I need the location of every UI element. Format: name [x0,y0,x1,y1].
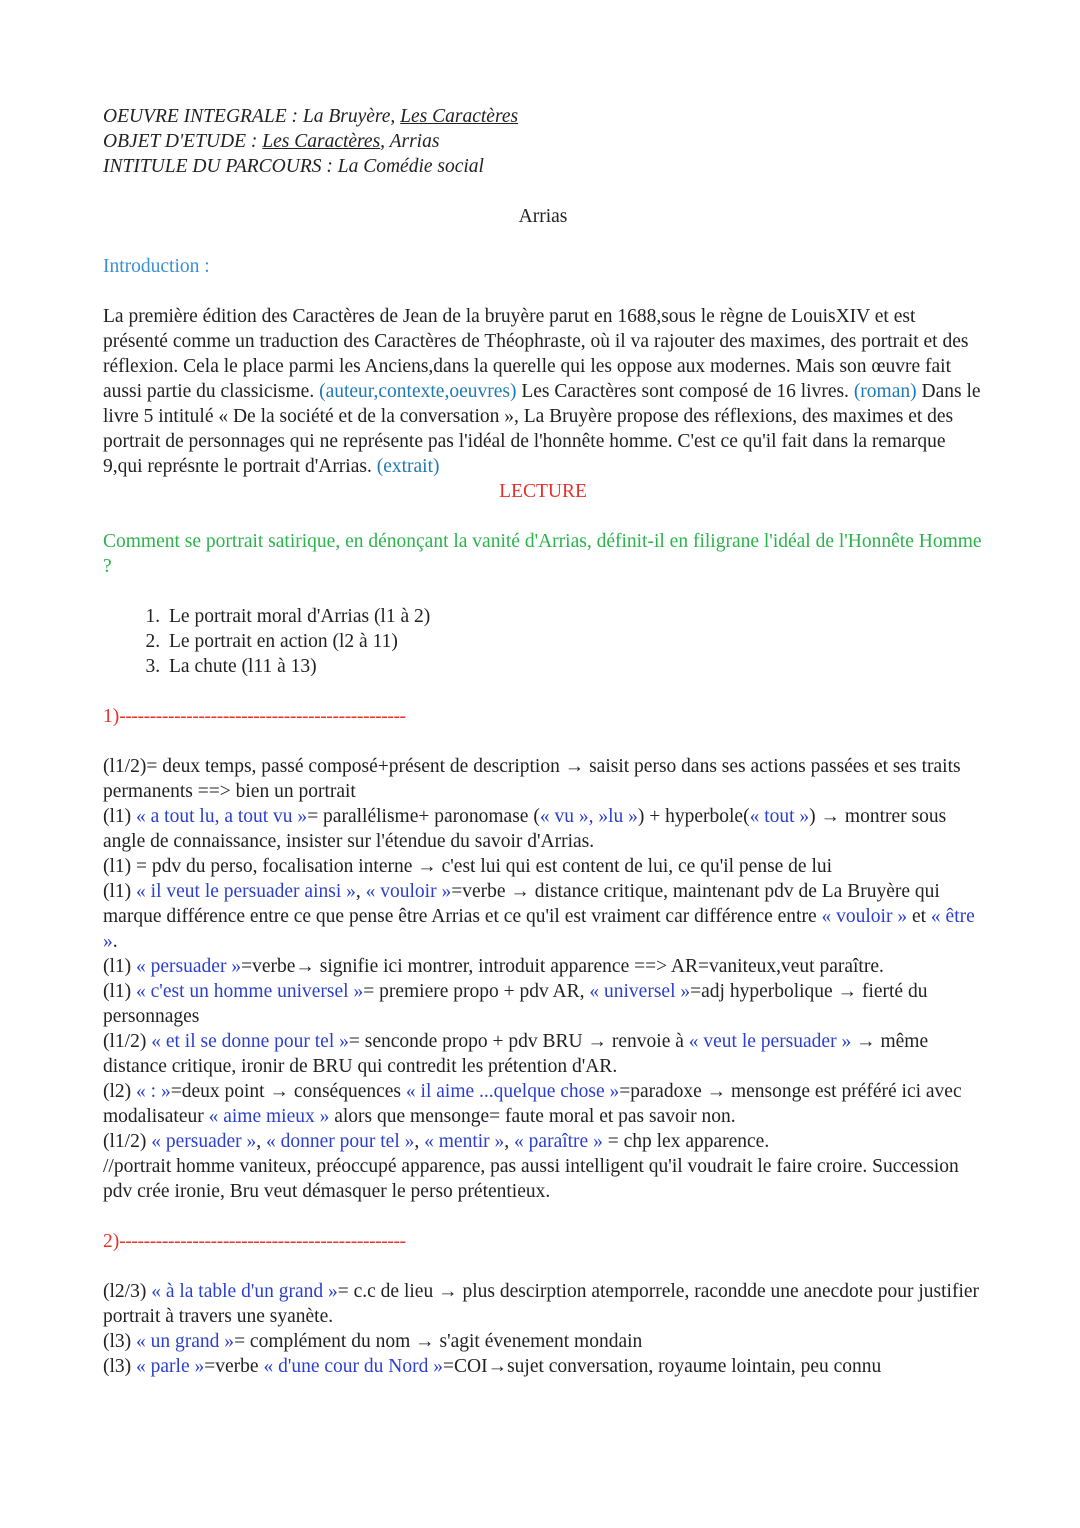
plan-list [103,604,983,679]
analysis-line: (l2/3) « à la table d'un grand »= c.c de lieu → plus descirption atemporrele, racondde une anecdote pour justifier portrait à travers une syanète. [103,1281,980,1327]
analysis-line: (l3) « un grand »= complément du nom → s'agit évenement mondain [103,1331,643,1352]
analysis-line: (l1/2) « persuader », « donner pour tel », « mentir », « paraître » = chp lex apparence. [103,1131,770,1152]
lecture-heading: LECTURE [499,481,587,502]
analysis-line: (l2) « : »=deux point → conséquences « il aime ...quelque chose »=paradoxe → mensonge est préféré ici avec modalisateur « aime mieux » alors que mensonge= faute moral et pas savoir non. [103,1081,962,1127]
intro-paragraph: La première édition des Caractères de Jean de la bruyère parut en 1688,sous le règne de LouisXIV et est présenté comme un traduction des Caractères de Théophraste, où il va rajouter des maximes, des portrait et des réflexion. Cela le place parmi les Anciens,dans la querelle qui les oppose aux modernes. Mais son œuvre fait aussi partie du classicisme. (auteur,contexte,oeuvres) Les Caractères sont composé de 16 livres. (roman) Dans le livre 5 intitulé « De la société et de la conversation », La Bruyère propose des réflexions, des maximes et des portrait de personnages qui ne représente pas l'idéal de l'honnête homme. C'est ce qu'il fait dans la remarque 9,qui représnte le portrait d'Arrias. (extrait) [103,306,981,477]
analysis-line: (l1) « il veut le persuader ainsi », « vouloir »=verbe → distance critique, maintenant pdv de La Bruyère qui marque différence entre ce que pense être Arrias et ce qu'il est vraiment car différence entre « vouloir » et « être ». [103,881,975,952]
analysis-line: (l1/2) « et il se donne pour tel »= senconde propo + pdv BRU → renvoie à « veut le persuader » → même distance critique, ironir de BRU qui contredit les prétention d'AR. [103,1031,929,1077]
intro-tag-extrait: (extrait) [376,456,440,477]
header-line-objet: OBJET D'ETUDE : Les Caractères, Arrias [103,131,440,152]
analysis-line: (l1) = pdv du perso, focalisation interne → c'est lui qui est content de lui, ce qu'il pense de lui [103,856,833,877]
header-line-oeuvre: OEUVRE INTEGRALE : La Bruyère, Les Caractères [103,106,519,127]
section-1-body [103,754,983,1204]
problematique: Comment se portrait satirique, en dénonçant la vanité d'Arrias, définit-il en filigrane l'idéal de l'Honnête Homme ? [103,531,982,577]
plan-item: 3. La chute (l11 à 13) [165,654,983,679]
analysis-line: (l1) « persuader »=verbe→ signifie ici montrer, introduit apparence ==> AR=vaniteux,veut paraître. [103,956,884,977]
document-page [103,104,983,1379]
analysis-line: (l1) « c'est un homme universel »= premiere propo + pdv AR, « universel »=adj hyperbolique → fierté du personnages [103,981,928,1027]
analysis-line: (l1/2)= deux temps, passé composé+présent de description → saisit perso dans ses actions passées et ses traits permanents ==> bien un portrait [103,756,961,802]
plan-item: 2. Le portrait en action (l2 à 11) [165,629,983,654]
section-1-divider: 1)----------------------------------------------- [103,706,406,727]
intro-tag-roman: (roman) [853,381,917,402]
analysis-line: (l1) « a tout lu, a tout vu »= parallélisme+ paronomase (« vu », »lu ») + hyperbole(« tout ») → montrer sous angle de connaissance, insister sur l'étendue du savoir d'Arrias. [103,806,947,852]
page-title: Arrias [518,206,568,227]
analysis-line: (l3) « parle »=verbe « d'une cour du Nord »=COI→sujet conversation, royaume lointain, peu connu [103,1356,882,1377]
header-line-parcours: INTITULE DU PARCOURS : La Comédie social [103,156,484,177]
analysis-conclusion: //portrait homme vaniteux, préoccupé apparence, pas aussi intelligent qu'il voudrait le faire croire. Succession pdv crée ironie, Bru veut démasquer le perso prétentieux. [103,1156,959,1202]
section-2-body [103,1279,983,1379]
intro-tag-auteur: (auteur,contexte,oeuvres) [319,381,517,402]
document-header [103,104,983,179]
intro-heading: Introduction : [103,256,210,277]
section-2-divider: 2)----------------------------------------------- [103,1231,406,1252]
plan-item: 1. Le portrait moral d'Arrias (l1 à 2) [165,604,983,629]
